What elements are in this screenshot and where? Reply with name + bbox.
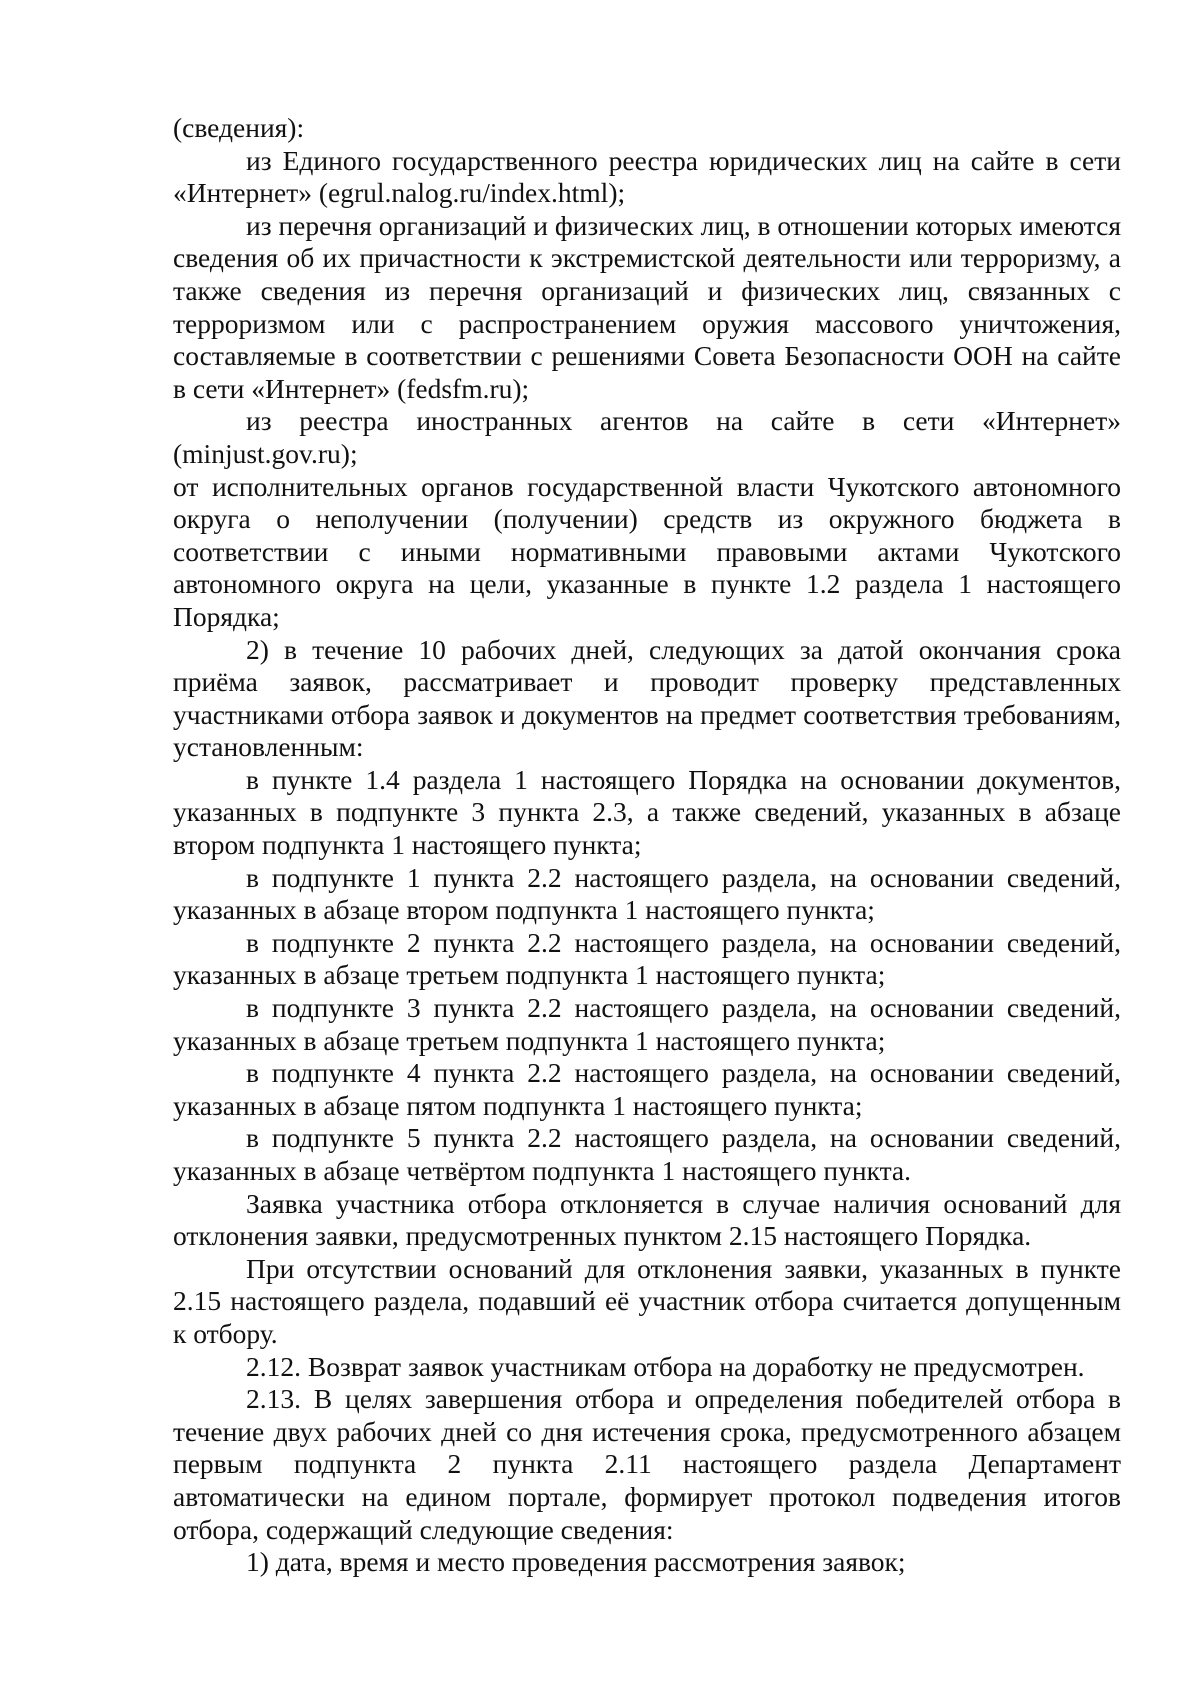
paragraph-item-1: 1) дата, время и место проведения рассмотрения заявок; bbox=[246, 1546, 906, 1578]
document-page bbox=[173, 112, 1121, 1579]
paragraph-subclause-1: в подпункте 1 пункта 2.2 настоящего раздела, на основании сведений, указанных в абзаце втором подпункта 1 настоящего пункта; bbox=[173, 861, 1121, 926]
paragraph-egrul: из Единого государственного реестра юридических лиц на сайте в сети «Интернет» (egrul.nalog.ru/index.html); bbox=[173, 144, 1121, 209]
paragraph-clause-1-4: в пункте 1.4 раздела 1 настоящего Порядка на основании документов, указанных в подпункте 3 пункта 2.3, а также сведений, указанных в абзаце втором подпункта 1 настоящего пункта; bbox=[173, 763, 1121, 861]
paragraph-subclause-5: в подпункте 5 пункта 2.2 настоящего раздела, на основании сведений, указанных в абзаце четвёртом подпункта 1 настоящего пункта. bbox=[173, 1122, 1121, 1186]
paragraph-terrorism-list: из перечня организаций и физических лиц, в отношении которых имеются сведения об их причастности к экстремистской деятельности или терроризму, а также сведения из перечня организаций и физических лиц, связанных с терроризмом или с распространением оружия массового уничтожения, составляемые в соответствии с решениями Совета Безопасности ООН на сайте в сети «Интернет» (fedsfm.ru); bbox=[173, 209, 1121, 404]
paragraph-intro: (сведения): bbox=[173, 112, 305, 143]
paragraph-rejection: Заявка участника отбора отклоняется в случае наличия оснований для отклонения заявки, предусмотренных пунктом 2.15 настоящего Порядка. bbox=[173, 1187, 1121, 1252]
paragraph-foreign-agents: из реестра иностранных агентов на сайте в сети «Интернет» (minjust.gov.ru); bbox=[173, 405, 1121, 469]
paragraph-subclause-2: в подпункте 2 пункта 2.2 настоящего раздела, на основании сведений, указанных в абзаце третьем подпункта 1 настоящего пункта; bbox=[173, 926, 1121, 991]
paragraph-review-period: 2) в течение 10 рабочих дней, следующих за датой окончания срока приёма заявок, рассматривает и проводит проверку представленных участниками отбора заявок и документов на предмет соответствия требованиям, установленным: bbox=[173, 633, 1121, 763]
paragraph-subclause-3: в подпункте 3 пункта 2.2 настоящего раздела, на основании сведений, указанных в абзаце третьем подпункта 1 настоящего пункта; bbox=[173, 992, 1121, 1056]
paragraph-section-2-12: 2.12. Возврат заявок участникам отбора на доработку не предусмотрен. bbox=[246, 1350, 1085, 1382]
paragraph-executive-bodies: от исполнительных органов государственной власти Чукотского автономного округа о неполучении (получении) средств из окружного бюджета в соответствии с иными нормативными правовыми актами Чукотского автономного округа на цели, указанные в пункте 1.2 раздела 1 настоящего Порядка; bbox=[173, 470, 1121, 632]
paragraph-admission: При отсутствии оснований для отклонения заявки, указанных в пункте 2.15 настоящего раздела, подавший её участник отбора считается допущенным к отбору. bbox=[173, 1252, 1121, 1349]
paragraph-section-2-13: 2.13. В целях завершения отбора и определения победителей отбора в течение двух рабочих дней со дня истечения срока, предусмотренного абзацем первым подпункта 2 пункта 2.11 настоящего раздела Департамент автоматически на едином портале, формирует протокол подведения итогов отбора, содержащий следующие сведения: bbox=[173, 1383, 1121, 1545]
paragraph-subclause-4: в подпункте 4 пункта 2.2 настоящего раздела, на основании сведений, указанных в абзаце пятом подпункта 1 настоящего пункта; bbox=[173, 1057, 1121, 1121]
